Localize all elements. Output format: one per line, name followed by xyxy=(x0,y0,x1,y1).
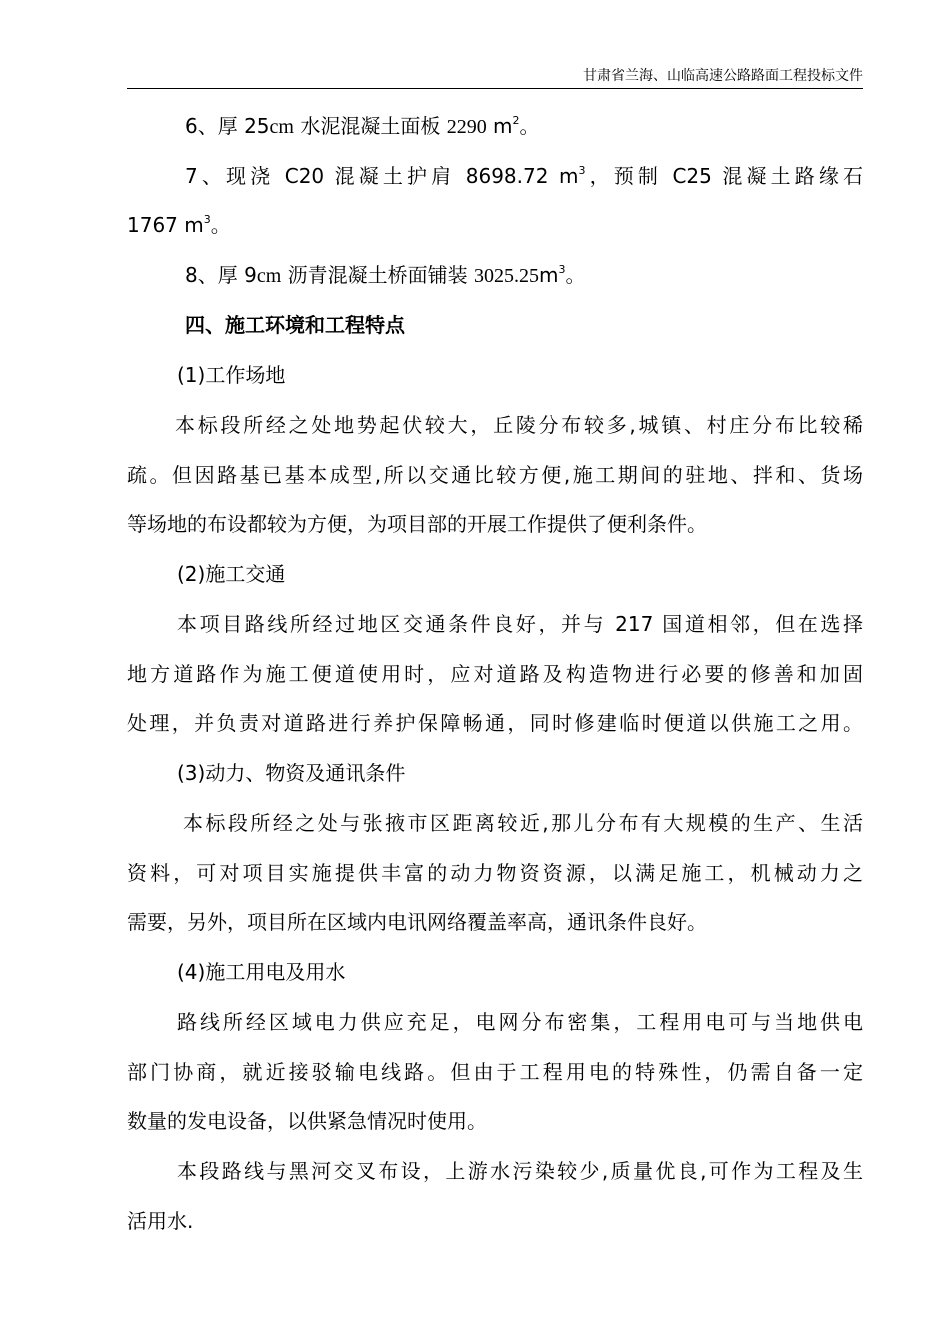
item-8 xyxy=(127,261,863,290)
item-6-unit: m xyxy=(486,114,513,138)
subsection-4-title: (4)施工用电及用水 xyxy=(177,960,346,984)
item-6-end: 。 xyxy=(519,114,540,138)
item-7-line-2-prefix: 1767 m xyxy=(127,213,204,237)
header-title: 甘肃省兰海、山临高速公路路面工程投标文件 xyxy=(583,68,863,84)
item-8-sup: 3 xyxy=(558,263,566,276)
item-8-unit: m xyxy=(538,263,559,287)
subsection-1-line-2: 疏。但因路基已基本成型,所以交通比较方便,施工期间的驻地、拌和、货场 xyxy=(127,463,863,487)
subsection-4-line-1: 路线所经区域电力供应充足，电网分布密集，工程用电可与当地供电 xyxy=(177,1010,863,1034)
section-4-heading: 四、施工环境和工程特点 xyxy=(185,313,405,337)
item-7-line-1 xyxy=(127,162,863,190)
subsection-3-title: (3)动力、物资及通讯条件 xyxy=(177,761,406,785)
item-7-line-1-suffix: ，预制 C25 混凝土路缘石 xyxy=(585,164,863,188)
item-7-line-1-prefix: 7、现浇 C20 混凝土护肩 8698.72 m xyxy=(185,164,579,188)
item-6 xyxy=(127,112,863,141)
item-8-value: 3025.25 xyxy=(473,265,539,287)
item-6-prefix: 6、厚 25 xyxy=(185,114,270,138)
item-8-text: 沥青混凝土桥面铺装 xyxy=(281,263,474,287)
subsection-2-title: (2)施工交通 xyxy=(177,562,286,586)
subsection-2-line-1: 本项目路线所经过地区交通条件良好，并与 217 国道相邻，但在选择 xyxy=(177,612,863,636)
item-7-line-1-sup: 3 xyxy=(578,164,586,177)
subsection-4-line-3: 数量的发电设备，以供紧急情况时使用。 xyxy=(127,1109,487,1133)
page-header xyxy=(127,66,863,89)
subsection-1-title: (1)工作场地 xyxy=(177,363,286,387)
subsection-3-line-3: 需要，另外，项目所在区域内电讯网络覆盖率高，通讯条件良好。 xyxy=(127,910,707,934)
item-7-line-2-suffix: 。 xyxy=(210,213,231,237)
item-8-unit-cm: cm xyxy=(256,265,282,287)
item-8-prefix: 8、厚 9 xyxy=(185,263,257,287)
subsection-3-line-1: 本标段所经之处与张掖市区距离较近,那儿分布有大规模的生产、生活 xyxy=(183,811,863,835)
subsection-4-line-2: 部门协商，就近接驳输电线路。但由于工程用电的特殊性，仍需自备一定 xyxy=(127,1060,863,1084)
subsection-1-line-1: 本标段所经之处地势起伏较大，丘陵分布较多,城镇、村庄分布比较稀 xyxy=(175,413,863,437)
subsection-4-para-2-line-2: 活用水. xyxy=(127,1209,194,1233)
subsection-1-line-3: 等场地的布设都较为方便，为项目部的开展工作提供了便利条件。 xyxy=(127,512,707,536)
subsection-2-line-3: 处理，并负责对道路进行养护保障畅通，同时修建临时便道以供施工之用。 xyxy=(127,711,863,735)
item-6-text: 水泥混凝土面板 xyxy=(293,114,447,138)
subsection-4-para-2-line-1: 本段路线与黑河交叉布设，上游水污染较少,质量优良,可作为工程及生 xyxy=(177,1159,863,1183)
item-8-end: 。 xyxy=(565,263,586,287)
item-6-unit-cm: cm xyxy=(269,116,294,138)
item-7-line-2 xyxy=(127,211,863,239)
subsection-3-line-2: 资料，可对项目实施提供丰富的动力物资资源，以满足施工，机械动力之 xyxy=(127,861,863,885)
item-7-line-2-sup: 3 xyxy=(203,213,211,226)
item-6-sup: 2 xyxy=(512,114,520,127)
item-6-value: 2290 xyxy=(446,116,487,138)
subsection-2-line-2: 地方道路作为施工便道使用时，应对道路及构造物进行必要的修善和加固 xyxy=(127,662,863,686)
